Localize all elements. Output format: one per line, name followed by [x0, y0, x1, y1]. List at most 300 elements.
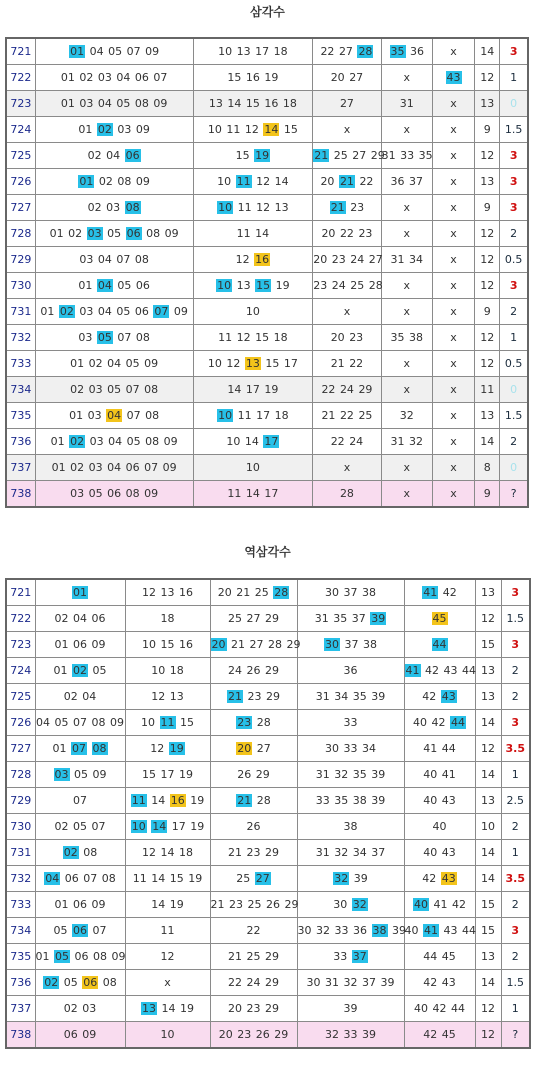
- number: 22: [339, 409, 354, 422]
- number-group-5: [404, 736, 475, 762]
- number: 06: [135, 279, 150, 292]
- number-group-5: [432, 65, 474, 91]
- number: 20: [313, 253, 328, 266]
- number: 32: [343, 976, 358, 989]
- number: 41: [433, 898, 448, 911]
- match-score: [501, 944, 530, 970]
- match-score-value: ?: [510, 487, 517, 500]
- number: 09: [144, 487, 159, 500]
- matched-number: 13: [142, 1002, 156, 1015]
- number-group-5: [404, 944, 475, 970]
- number: 12: [236, 331, 251, 344]
- number: 35: [352, 690, 367, 703]
- number: 05: [54, 716, 69, 729]
- matched-number: 38: [372, 924, 387, 937]
- match-score: [501, 788, 530, 814]
- number-group-1: [35, 684, 125, 710]
- number-count: 12: [475, 996, 501, 1022]
- table-row: [6, 788, 530, 814]
- number: 16: [245, 71, 260, 84]
- number-group-3: [313, 91, 381, 117]
- number-group-4: [381, 377, 432, 403]
- number-group-4: [297, 996, 404, 1022]
- number-group-5: [404, 684, 475, 710]
- number: 33: [400, 149, 415, 162]
- matched-number: 11: [131, 794, 146, 807]
- match-score: [500, 221, 528, 247]
- number: x: [450, 305, 457, 318]
- match-score-value: 1: [511, 846, 519, 859]
- match-score: [501, 918, 530, 944]
- match-score: [501, 1022, 530, 1049]
- number-group-2: [125, 814, 210, 840]
- number: 12: [150, 742, 165, 755]
- number: 35: [352, 768, 367, 781]
- round-number: 728: [6, 221, 35, 247]
- number: 43: [441, 846, 456, 859]
- bonus-number: 13: [245, 357, 260, 370]
- number: 42: [431, 716, 446, 729]
- number-count: 12: [475, 325, 500, 351]
- number-group-4: [381, 195, 432, 221]
- round-number: 735: [6, 944, 35, 970]
- match-score-value: 1: [510, 71, 518, 84]
- number: 05: [117, 279, 132, 292]
- number: 04: [73, 612, 87, 625]
- number: 06: [74, 950, 89, 963]
- table-row: [6, 325, 528, 351]
- number: 14: [227, 97, 242, 110]
- number: 10: [141, 716, 155, 729]
- number-count: 13: [475, 169, 500, 195]
- number: x: [403, 357, 411, 370]
- number-group-3: [313, 429, 381, 455]
- match-score-value: 1.5: [506, 976, 524, 989]
- number: 08: [102, 976, 117, 989]
- round-number: 731: [6, 299, 35, 325]
- number: 10: [151, 664, 166, 677]
- number: 13: [208, 97, 223, 110]
- number: 14: [151, 794, 166, 807]
- number: 23: [350, 201, 365, 214]
- number: x: [343, 305, 351, 318]
- number: 07: [92, 924, 107, 937]
- number: 19: [275, 279, 290, 292]
- round-number: 738: [6, 481, 35, 508]
- table-row: [6, 866, 530, 892]
- number: 08: [91, 716, 106, 729]
- number: 36: [410, 45, 425, 58]
- number: 06: [91, 612, 106, 625]
- number: 25: [254, 586, 269, 599]
- number: 15: [235, 149, 250, 162]
- matched-number: 17: [264, 435, 279, 448]
- bonus-number: 06: [83, 976, 98, 989]
- number: 14: [244, 435, 259, 448]
- match-score-value: 1: [511, 1002, 519, 1015]
- number: 04: [107, 461, 122, 474]
- match-score: [501, 606, 530, 632]
- matched-number: 05: [97, 331, 112, 344]
- number-group-3: [313, 38, 381, 65]
- table-row: [6, 117, 528, 143]
- number-group-2: [125, 918, 210, 944]
- number: 42: [442, 586, 457, 599]
- number: 26: [237, 768, 252, 781]
- match-score: [500, 143, 528, 169]
- matched-number: 06: [125, 149, 140, 162]
- table-row: [6, 996, 530, 1022]
- number-group-3: [313, 247, 381, 273]
- number: 18: [274, 409, 289, 422]
- number: 12: [160, 950, 175, 963]
- round-number: 727: [6, 736, 35, 762]
- match-score: [500, 429, 528, 455]
- matched-number: 32: [334, 872, 349, 885]
- number-group-1: [35, 65, 193, 91]
- number: 09: [163, 435, 178, 448]
- match-score: [500, 65, 528, 91]
- number-count: 13: [475, 403, 500, 429]
- match-score-value: 1.5: [506, 612, 524, 625]
- number-group-2: [193, 403, 313, 429]
- matched-number: 20: [211, 638, 226, 651]
- number: 32: [409, 435, 424, 448]
- number-count: 12: [475, 736, 501, 762]
- match-score-value: 2: [511, 898, 519, 911]
- matched-number: 05: [55, 950, 69, 963]
- round-number: 721: [6, 579, 35, 606]
- number-group-2: [193, 273, 313, 299]
- number-group-5: [404, 632, 475, 658]
- number: 12: [151, 690, 166, 703]
- number: 13: [160, 586, 175, 599]
- matched-number: 04: [97, 279, 112, 292]
- number-group-4: [297, 762, 404, 788]
- number-group-2: [193, 377, 313, 403]
- number: 09: [92, 768, 107, 781]
- match-score: [501, 996, 530, 1022]
- table-row: [6, 247, 528, 273]
- number: 05: [53, 924, 68, 937]
- number-group-1: [35, 579, 125, 606]
- number: 40: [423, 794, 438, 807]
- number: 26: [266, 898, 280, 911]
- match-score: [501, 684, 530, 710]
- number: 09: [144, 357, 159, 370]
- number: 39: [371, 690, 386, 703]
- number: 03: [79, 97, 94, 110]
- match-score-value: 3: [511, 586, 520, 599]
- round-number: 722: [6, 606, 35, 632]
- matched-number: 32: [352, 898, 367, 911]
- round-number: 723: [6, 91, 35, 117]
- bonus-number: 20: [237, 742, 252, 755]
- number: 15: [283, 123, 298, 136]
- number-group-4: [381, 91, 432, 117]
- number: x: [403, 383, 411, 396]
- number: 04: [97, 97, 112, 110]
- number: 43: [443, 664, 458, 677]
- number: 16: [264, 97, 279, 110]
- matched-number: 43: [446, 71, 461, 84]
- number: 03: [79, 253, 94, 266]
- number: 11: [237, 201, 252, 214]
- number-group-3: [210, 944, 297, 970]
- number-count: 12: [475, 221, 500, 247]
- match-score-value: 2: [511, 950, 519, 963]
- number: 37: [343, 586, 358, 599]
- number-count: 9: [475, 117, 500, 143]
- number: 34: [409, 253, 424, 266]
- number: 03: [88, 383, 103, 396]
- number-count: 10: [475, 814, 501, 840]
- number: 07: [73, 716, 87, 729]
- number: 08: [146, 227, 161, 240]
- matched-number: 28: [274, 586, 289, 599]
- number-group-2: [125, 736, 210, 762]
- match-score-value: 1.5: [504, 123, 523, 136]
- number: 15: [265, 357, 280, 370]
- section2-title: 역삼각수: [244, 545, 291, 559]
- match-score: [501, 710, 530, 736]
- number-group-1: [35, 325, 193, 351]
- match-score: [500, 377, 528, 403]
- number-group-2: [125, 866, 210, 892]
- match-score-value: 3: [509, 201, 518, 214]
- match-score: [500, 247, 528, 273]
- round-number: 733: [6, 892, 35, 918]
- match-score: [501, 866, 530, 892]
- number-count: 9: [475, 481, 500, 508]
- number: 41: [423, 742, 438, 755]
- number: x: [403, 71, 411, 84]
- number: 38: [352, 794, 367, 807]
- number: 43: [441, 976, 456, 989]
- table-row: [6, 195, 528, 221]
- number-count: 13: [475, 944, 501, 970]
- number: 34: [352, 846, 367, 859]
- number-group-3: [313, 169, 381, 195]
- number: 32: [334, 846, 349, 859]
- number: 24: [339, 383, 354, 396]
- number: 25: [247, 898, 262, 911]
- number: 44: [423, 950, 438, 963]
- number: 02: [70, 383, 85, 396]
- number-count: 13: [475, 91, 500, 117]
- number: 33: [343, 1028, 358, 1041]
- number: 14: [255, 227, 270, 240]
- number-group-1: [35, 840, 125, 866]
- number: 23: [237, 1028, 252, 1041]
- matched-number: 01: [73, 586, 87, 599]
- number: 29: [265, 976, 279, 989]
- matched-number: 21: [237, 794, 252, 807]
- number-group-5: [404, 762, 475, 788]
- matched-number: 40: [414, 898, 428, 911]
- round-number: 724: [6, 117, 35, 143]
- matched-number: 08: [125, 201, 140, 214]
- number: 03: [70, 487, 85, 500]
- number: x: [403, 305, 411, 318]
- number-count: 13: [475, 788, 501, 814]
- number-group-5: [404, 1022, 475, 1049]
- number-group-2: [125, 632, 210, 658]
- table-row: [6, 606, 530, 632]
- match-score-value: 3.5: [505, 742, 525, 755]
- number: 07: [126, 45, 141, 58]
- match-score: [500, 481, 528, 508]
- number: 35: [390, 331, 405, 344]
- number-group-3: [210, 684, 297, 710]
- match-score-value: 2.5: [506, 794, 524, 807]
- number: 04: [107, 357, 122, 370]
- number: 09: [135, 175, 150, 188]
- match-score-value: 1: [511, 768, 519, 781]
- number: 30: [325, 742, 339, 755]
- round-number: 724: [6, 658, 35, 684]
- table-row: [6, 579, 530, 606]
- match-score-value: 2: [511, 690, 519, 703]
- number-group-2: [125, 684, 210, 710]
- number-group-4: [297, 1022, 404, 1049]
- number: 44: [462, 664, 476, 677]
- number: 35: [334, 794, 349, 807]
- round-number: 729: [6, 788, 35, 814]
- number-group-3: [313, 65, 381, 91]
- number-group-2: [193, 91, 313, 117]
- number: 06: [134, 71, 149, 84]
- number: 01: [52, 742, 67, 755]
- number-group-5: [432, 403, 474, 429]
- round-number: 732: [6, 866, 35, 892]
- number-group-3: [210, 1022, 297, 1049]
- number: 32: [316, 924, 330, 937]
- number: 06: [134, 305, 149, 318]
- number-group-1: [35, 377, 193, 403]
- number: x: [450, 175, 457, 188]
- table-row: [6, 221, 528, 247]
- number-group-4: [297, 710, 404, 736]
- number: 29: [265, 950, 279, 963]
- match-score: [500, 299, 528, 325]
- number: 07: [117, 331, 132, 344]
- number-group-4: [381, 403, 432, 429]
- number: 05: [63, 976, 78, 989]
- table-row: [6, 840, 530, 866]
- number: 09: [135, 123, 150, 136]
- number-group-3: [210, 658, 297, 684]
- number: 01: [53, 664, 68, 677]
- match-score: [501, 762, 530, 788]
- round-number: 723: [6, 632, 35, 658]
- number: 11: [132, 872, 147, 885]
- number: 06: [73, 898, 87, 911]
- number-group-4: [381, 117, 432, 143]
- number: 31: [399, 97, 414, 110]
- number: 17: [255, 45, 270, 58]
- table-row: [6, 736, 530, 762]
- table-row: [6, 65, 528, 91]
- number-group-5: [432, 481, 474, 508]
- number: 03: [89, 435, 104, 448]
- number: 11: [237, 409, 252, 422]
- number: 15: [180, 716, 194, 729]
- matched-number: 06: [126, 227, 141, 240]
- number: 05: [108, 45, 123, 58]
- number: 27: [368, 253, 383, 266]
- number: 06: [125, 461, 140, 474]
- match-score: [500, 38, 528, 65]
- match-score-value: ?: [512, 1028, 519, 1041]
- number: 11: [227, 487, 242, 500]
- matched-number: 44: [451, 716, 465, 729]
- number-count: 9: [475, 195, 500, 221]
- number: 17: [160, 768, 175, 781]
- number: 37: [362, 976, 376, 989]
- number-group-5: [404, 579, 475, 606]
- number-count: 11: [475, 377, 500, 403]
- number-group-2: [125, 579, 210, 606]
- number: x: [450, 253, 457, 266]
- number-group-1: [35, 918, 125, 944]
- number-count: 15: [475, 892, 501, 918]
- number: 18: [179, 846, 193, 859]
- number-group-4: [297, 606, 404, 632]
- number: 10: [245, 305, 260, 318]
- number: 22: [330, 435, 345, 448]
- number-group-4: [381, 273, 432, 299]
- number: x: [450, 461, 457, 474]
- number: 14: [245, 487, 260, 500]
- number: 06: [73, 638, 87, 651]
- number: 19: [188, 872, 203, 885]
- bonus-number: 45: [432, 612, 447, 625]
- number: x: [450, 409, 457, 422]
- round-number: 730: [6, 814, 35, 840]
- match-score-value: 3: [511, 638, 520, 651]
- matched-number: 02: [63, 846, 78, 859]
- number-group-4: [297, 944, 404, 970]
- number-group-2: [125, 606, 210, 632]
- number: 04: [116, 71, 131, 84]
- number-group-1: [35, 403, 193, 429]
- number-group-4: [297, 892, 404, 918]
- table-row: [6, 273, 528, 299]
- number: 21: [228, 950, 242, 963]
- match-score-value: 3: [509, 45, 518, 58]
- number: 07: [116, 253, 131, 266]
- round-number: 736: [6, 970, 35, 996]
- number: 23: [229, 898, 243, 911]
- match-score: [500, 195, 528, 221]
- number: 12: [235, 253, 250, 266]
- number: 39: [371, 768, 386, 781]
- number-group-3: [210, 762, 297, 788]
- round-number: 725: [6, 143, 35, 169]
- number: 27: [246, 612, 261, 625]
- match-score-value: 3: [511, 716, 520, 729]
- match-score-value: 0: [510, 461, 518, 474]
- number: 07: [91, 820, 106, 833]
- match-score: [500, 325, 528, 351]
- match-score-value: 0: [510, 383, 518, 396]
- number: 42: [452, 898, 466, 911]
- number: 02: [54, 820, 69, 833]
- table-row: [6, 632, 530, 658]
- number: 08: [145, 409, 160, 422]
- number: 37: [371, 846, 386, 859]
